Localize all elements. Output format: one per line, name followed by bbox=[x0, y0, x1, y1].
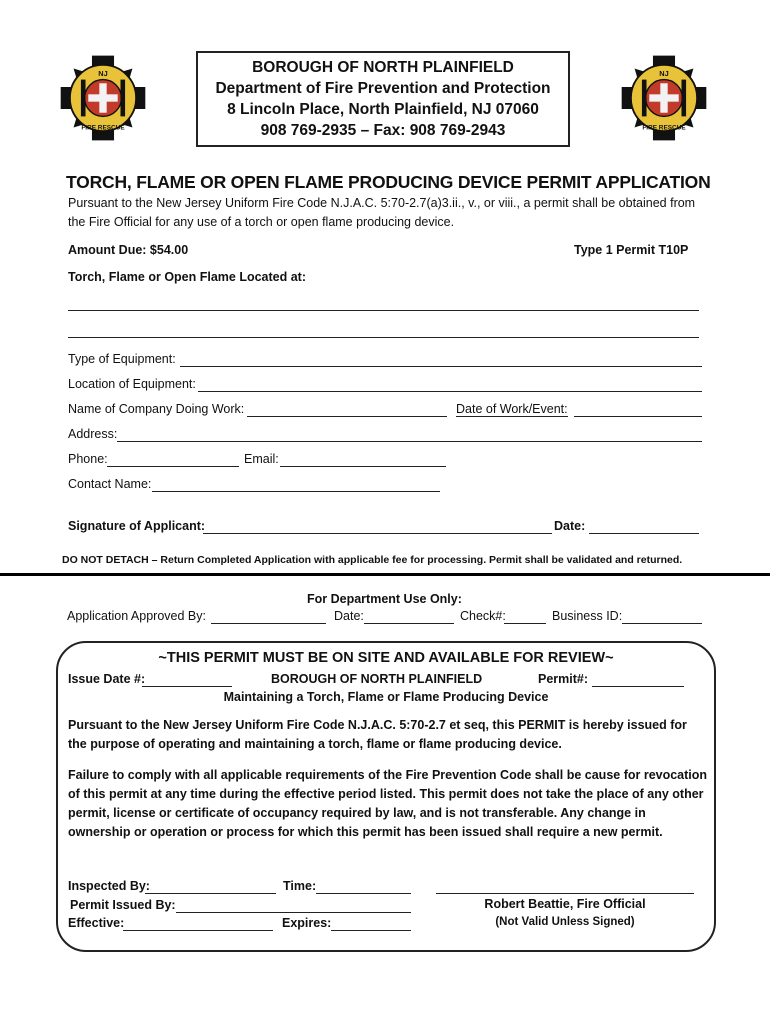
email-field[interactable] bbox=[280, 466, 446, 467]
header-address: 8 Lincoln Place, North Plainfield, NJ 07060 bbox=[227, 101, 539, 118]
date-work-field[interactable] bbox=[574, 416, 702, 417]
issue-date-label: Issue Date #: bbox=[68, 672, 146, 686]
amount-due: Amount Due: $54.00 bbox=[68, 243, 189, 257]
dept-date-field[interactable] bbox=[364, 623, 454, 624]
phone-field[interactable] bbox=[107, 466, 239, 467]
do-not-detach-notice: DO NOT DETACH – Return Completed Application with applicable fee for processing. Permit shall be validated and returned. bbox=[62, 554, 683, 566]
contact-label: Contact Name: bbox=[68, 477, 152, 491]
email-label: Email: bbox=[244, 452, 279, 466]
approved-by-field[interactable] bbox=[211, 623, 326, 624]
dept-date-label: Date: bbox=[334, 609, 364, 623]
expires-field[interactable] bbox=[331, 930, 411, 931]
header-phone: 908 769-2935 – Fax: 908 769-2943 bbox=[260, 122, 506, 139]
form-title: TORCH, FLAME OR OPEN FLAME PRODUCING DEVICE PERMIT APPLICATION bbox=[66, 172, 711, 192]
contact-field[interactable] bbox=[152, 491, 440, 492]
location-line-2[interactable] bbox=[68, 337, 699, 338]
permit-paragraph-2: Failure to comply with all applicable requirements of the Fire Prevention Code shall be cause for revocation of this permit at any time during the effective period listed. This permit does not take the place of any other permit, license or certificate of occupancy required by law, and is not transferable. Any change in ownership or operation or process for which this permit has been issued shall require a new permit. bbox=[68, 768, 708, 839]
signature-date-label: Date: bbox=[554, 519, 586, 533]
intro-text: Pursuant to the New Jersey Uniform Fire Code N.J.A.C. 5:70-2.7(a)3.ii., v., or viii., a permit shall be obtained from the Fire Official for any use of a torch or open flame producing device. bbox=[68, 196, 696, 229]
permit-heading: ~THIS PERMIT MUST BE ON SITE AND AVAILABLE FOR REVIEW~ bbox=[158, 650, 614, 666]
effective-field[interactable] bbox=[123, 930, 273, 931]
permit-type: Type 1 Permit T10P bbox=[574, 243, 689, 257]
effective-label: Effective: bbox=[68, 916, 125, 930]
issue-date-field[interactable] bbox=[142, 686, 232, 687]
signature-label: Signature of Applicant: bbox=[68, 519, 206, 533]
svg-text:FIRE RESCUE: FIRE RESCUE bbox=[81, 124, 125, 132]
location-line-1[interactable] bbox=[68, 310, 699, 311]
inspected-by-field[interactable] bbox=[145, 893, 276, 894]
type-equipment-label: Type of Equipment: bbox=[68, 352, 176, 366]
expires-label: Expires: bbox=[282, 916, 332, 930]
fire-department-badge-right bbox=[618, 52, 710, 144]
header-borough: BOROUGH OF NORTH PLAINFIELD bbox=[252, 59, 514, 76]
company-field[interactable] bbox=[247, 416, 447, 417]
signature-date-field[interactable] bbox=[589, 533, 699, 534]
approved-by-label: Application Approved By: bbox=[67, 609, 206, 623]
fire-department-badge-left bbox=[57, 52, 149, 144]
address-label: Address: bbox=[68, 427, 118, 441]
location-equipment-field[interactable] bbox=[198, 391, 702, 392]
svg-text:NJ: NJ bbox=[659, 68, 669, 78]
phone-label: Phone: bbox=[68, 452, 108, 466]
permit-no-label: Permit#: bbox=[538, 672, 589, 686]
check-field[interactable] bbox=[504, 623, 546, 624]
detach-divider bbox=[0, 573, 770, 576]
svg-text:FIRE RESCUE: FIRE RESCUE bbox=[642, 124, 686, 132]
time-field[interactable] bbox=[316, 893, 411, 894]
business-id-field[interactable] bbox=[622, 623, 702, 624]
permit-paragraph-1: Pursuant to the New Jersey Uniform Fire Code N.J.A.C. 5:70-2.7 et seq, this PERMIT is hereby issued for the purpose of operating and maintaining a torch, flame or flame producing device. bbox=[68, 718, 687, 751]
official-name: Robert Beattie, Fire Official bbox=[484, 897, 646, 911]
address-field[interactable] bbox=[117, 441, 702, 442]
date-work-label: Date of Work/Event: bbox=[456, 402, 568, 416]
header-department: Department of Fire Prevention and Protection bbox=[215, 80, 551, 97]
time-label: Time: bbox=[283, 879, 317, 893]
issued-by-field[interactable] bbox=[176, 912, 411, 913]
located-at-label: Torch, Flame or Open Flame Located at: bbox=[68, 270, 307, 284]
header-box bbox=[196, 51, 570, 147]
company-label: Name of Company Doing Work: bbox=[68, 402, 245, 416]
svg-text:NJ: NJ bbox=[98, 68, 108, 78]
type-equipment-field[interactable] bbox=[180, 366, 702, 367]
permit-no-field[interactable] bbox=[592, 686, 684, 687]
signature-field[interactable] bbox=[203, 533, 552, 534]
issued-by-label: Permit Issued By: bbox=[70, 898, 176, 912]
business-id-label: Business ID: bbox=[552, 609, 623, 623]
not-valid-note: (Not Valid Unless Signed) bbox=[495, 916, 635, 928]
official-signature-line[interactable] bbox=[436, 893, 694, 894]
check-label: Check#: bbox=[460, 609, 506, 623]
dept-use-heading: For Department Use Only: bbox=[307, 592, 462, 606]
permit-borough: BOROUGH OF NORTH PLAINFIELD bbox=[271, 672, 483, 686]
permit-subtitle: Maintaining a Torch, Flame or Flame Producing Device bbox=[223, 690, 549, 704]
location-equipment-label: Location of Equipment: bbox=[68, 377, 196, 391]
inspected-by-label: Inspected By: bbox=[68, 879, 150, 893]
